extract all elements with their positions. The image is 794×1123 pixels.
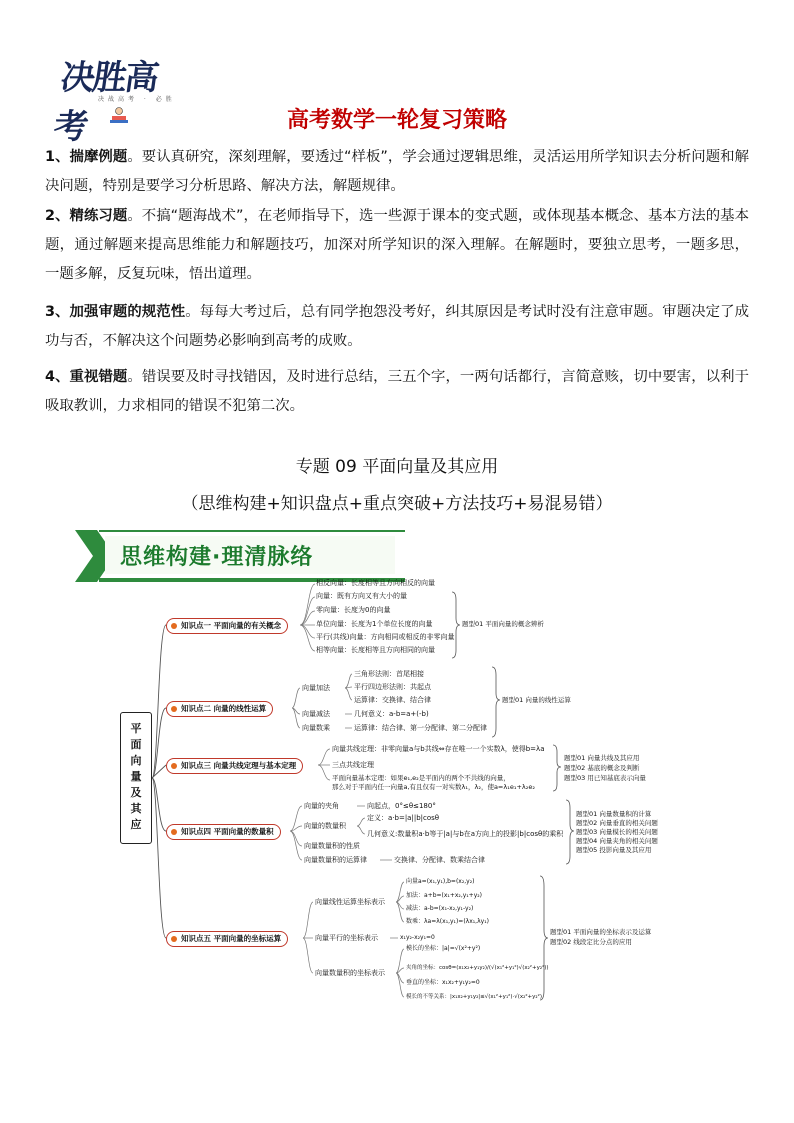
k1-item: 相等向量：长度相等且方向相同的向量 [316,646,435,654]
k4-group: 向量的夹角 [304,802,339,810]
strategy-head: 3、加强审题的规范性 [45,304,186,320]
k5-item: 数乘：λa=λ(x₁,y₁)=(λx₁,λy₁) [406,918,489,925]
center-char: 及 [130,786,142,799]
k5-item: 加法：a+b=(x₁+x₂,y₁+y₂) [406,892,483,899]
k5-item: 夹角的坐标：cosθ=(x₁x₂+y₁y₂)/(√(x₁²+y₁²)√(x₂²+y₂²)) [406,965,549,971]
k2-question-type: 题型01 向量的线性运算 [502,696,571,704]
k3-question-type: 题型02 基底的概念及判断 [564,764,640,772]
k1-question-type: 题型01 平面向量的概念辨析 [462,620,544,628]
k2-group: 向量数乘 [302,724,330,732]
center-char: 应 [130,818,142,831]
k3-item: 向量共线定理：非零向量a与b共线⇔存在唯一一个实数λ，使得b=λa [332,745,545,753]
k5-group: 向量数量积的坐标表示 [315,969,385,977]
topic-subtitle: （思维构建+知识盘点+重点突破+方法技巧+易混易错） [181,494,613,514]
k1-item: 向量：既有方向又有大小的量 [316,592,407,600]
strategy-head: 1、揣摩例题 [45,149,128,165]
knowledge-point-5: 知识点五 平面向量的坐标运算 [166,931,288,947]
knowledge-point-3: 知识点三 向量共线定理与基本定理 [166,758,303,774]
k3-question-type: 题型01 向量共线及其应用 [564,754,640,762]
k5-item: 向量a=(x₁,y₁),b=(x₂,y₂) [406,878,475,885]
k2-item: 平行四边形法则：共起点 [354,683,431,691]
strategy-head: 4、重视错题 [45,369,128,385]
center-char: 向 [130,754,142,767]
k5-group: 向量线性运算坐标表示 [315,898,385,906]
k4-group: 向量的数量积 [304,822,346,830]
center-char: 平 [130,722,142,735]
k1-item: 零向量：长度为0的向量 [316,606,391,614]
banner-text: 思维构建·理清脉络 [120,545,314,570]
k4-question-type: 题型01 向量数量积的计算 [576,810,652,818]
k1-item: 平行(共线)向量：方向相同或相反的非零向量 [316,633,455,641]
strategy-text: 。每每大考过后，总有同学抱怨没考好，纠其原因是考试时没有注意审题。审题决定了成功与否，不解决这个问题势必影响到高考的成败。 [45,304,749,349]
k5-item: x₁y₂-x₂y₁=0 [400,934,435,941]
k5-item: 模长的不等关系：|x₁x₂+y₁y₂|≤√(x₁²+y₁²)·√(x₂²+y₂²) [406,994,542,1000]
knowledge-point-2: 知识点二 向量的线性运算 [166,701,273,717]
k4-question-type: 题型04 向量夹角的相关问题 [576,837,658,845]
k5-item: 垂直的坐标：x₁x₂+y₁y₂=0 [406,979,480,986]
center-char: 量 [130,770,142,783]
k5-item: 模长的坐标：|a|=√(x²+y²) [406,945,481,952]
k5-question-type: 题型02 线段定比分点的应用 [550,938,632,946]
main-title: 高考数学一轮复习策略 [286,108,507,133]
k2-group: 向量加法 [302,684,330,692]
strategy-head: 2、精练习题 [45,208,128,224]
center-char: 其 [130,802,142,815]
k4-group: 向量数量积的性质 [304,842,360,850]
k4-item: 向起点，0°≤θ≤180° [367,802,436,810]
k3-question-type: 题型03 用已知基底表示向量 [564,774,646,782]
mindmap-center [120,712,152,844]
k4-question-type: 题型03 向量模长的相关问题 [576,828,658,836]
k2-item: 运算律：结合律、第一分配律、第二分配律 [354,724,487,732]
knowledge-point-4: 知识点四 平面向量的数量积 [166,824,281,840]
k2-group: 向量减法 [302,710,330,718]
strategy-text: 。不搞“题海战术”，在老师指导下，选一些源于课本的变式题，或体现基本概念、基本方法的基本题，通过解题来提高思维能力和解题技巧，加深对所学知识的深入理解。在解题时，要独立思考，一题多思，一题多解，反复玩味，悟出道理。 [45,208,750,282]
k4-question-type: 题型02 向量垂直的相关问题 [576,819,658,827]
k5-group: 向量平行的坐标表示 [315,934,378,942]
k3-item: 平面向量基本定理：如果e₁,e₂是平面内的两个不共线的向量， [332,774,510,782]
logo-subtitle: 决战高考 · 必胜 [98,96,176,103]
k1-item: 相反向量：长度相等且方向相反的向量 [316,579,435,587]
k3-item: 那么对于平面内任一向量a,有且仅有一对实数λ₁，λ₂，使a=λ₁e₁+λ₂e₂ [332,783,535,791]
k5-question-type: 题型01 平面向量的坐标表示及运算 [550,928,652,936]
k4-item: 交换律、分配律、数乘结合律 [394,856,485,864]
k4-item: 定义：a·b=|a||b|cosθ [367,814,440,822]
k2-item: 几何意义：a-b=a+(-b) [354,710,429,718]
k5-item: 减法：a-b=(x₁-x₂,y₁-y₂) [406,905,474,912]
k4-question-type: 题型05 投影向量及其应用 [576,846,652,854]
knowledge-point-1: 知识点一 平面向量的有关概念 [166,618,288,634]
k2-item: 三角形法则：首尾相接 [354,670,424,678]
k2-item: 运算律：交换律、结合律 [354,696,431,704]
k3-item: 三点共线定理 [332,761,374,769]
strategy-text: 。要认真研究，深刻理解，要透过“样板”，学会通过逻辑思维，灵活运用所学知识去分析问题和解决问题，特别是要学习分析思路、解决方法，解题规律。 [45,149,750,194]
logo-title: 决胜高考 [51,58,160,147]
topic-title: 专题 09 平面向量及其应用 [295,457,499,477]
k1-item: 单位向量：长度为1个单位长度的向量 [316,620,433,628]
k4-item: 几何意义:数量积a·b等于|a|与b在a方向上的投影|b|cosθ的乘积 [367,830,564,838]
center-char: 面 [130,738,142,751]
strategy-text: 。错误要及时寻找错因，及时进行总结，三五个字，一两句话都行，言简意赅，切中要害，以利于吸取教训，力求相同的错误不犯第二次。 [45,369,749,414]
k4-group: 向量数量积的运算律 [304,856,367,864]
